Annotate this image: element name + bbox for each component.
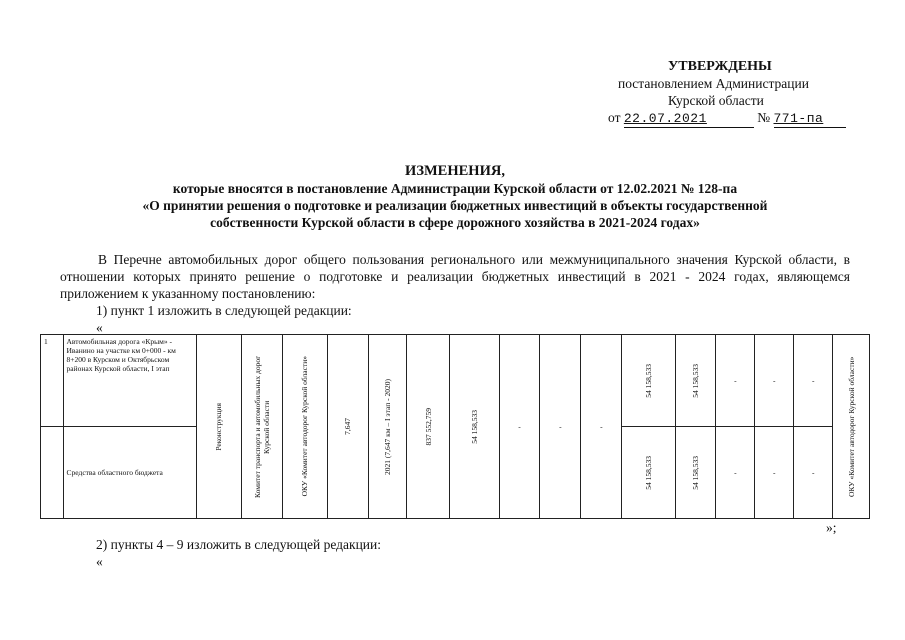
item-1: 1) пункт 1 изложить в следующей редакции: [96,303,352,318]
cell-empty [41,427,64,519]
body-paragraph [60,251,850,302]
cell-dash-6: - [794,335,833,427]
cell-funding: Средства областного бюджета [63,427,196,519]
cell-recipient: ОКУ «Комитет автодорог Курской области» [833,335,870,519]
cell-val-a-bottom: 54 158,533 [622,427,675,519]
cell-dash-2: - [540,335,581,519]
cell-capacity: 2021 (7,647 км – I этап - 2020) [368,335,407,519]
cell-val-a-top: 54 158,533 [622,335,675,427]
cell-dash-8: - [755,427,794,519]
cell-dash-3: - [581,335,622,519]
cell-customer: Комитет транспорта и автомобильных дорог Курской области [241,335,282,519]
roads-table [40,334,870,519]
quote-close-1: »; [826,520,837,535]
cell-object: Автомобильная дорога «Крым» - Иванино на участке км 0+000 - км 8+200 в Курском и Октябрьском районах Курской области, I этап [63,335,196,427]
approval-number: 771-па [773,111,824,126]
approval-line-2: постановлением Администрации [618,76,809,91]
cell-work-type: Реконструкция [196,335,241,519]
item-2: 2) пункты 4 – 9 изложить в следующей редакции: [96,537,382,552]
title-line-1: которые вносятся в постановление Администрации Курской области от 12.02.2021 № 128-па [172,181,738,196]
cell-dash-4: - [716,335,755,427]
approval-date-line [608,109,860,128]
cell-num: 1 [41,335,64,427]
approval-line-3: Курской области [668,93,764,108]
cell-dash-7: - [716,427,755,519]
cell-dash-1: - [499,335,540,519]
cell-dash-5: - [755,335,794,427]
cell-dash-9: - [794,427,833,519]
title-line-3: собственности Курской области в сфере дорожного хозяйства в 2021-2024 годах» [210,215,700,230]
quote-open-2: « [96,554,103,569]
cell-executor: ОКУ «Комитет автодорог Курской области» [282,335,327,519]
date-prefix: от [608,110,621,125]
approval-date: 22.07.2021 [623,111,707,126]
paragraph-text: В Перечне автомобильных дорог общего пользования регионального или межмуниципального значения Курской области, в отношении которых принято решение о подготовке и реализации бюджетных инвестиций в 2021 - 2024 годах, являющемся приложением к указанному постановлению: [60,252,850,301]
cell-val-b-top: 54 158,533 [675,335,716,427]
cell-total-investment: 54 158,533 [450,335,499,519]
title-line-2: «О принятии решения о подготовке и реализации бюджетных инвестиций в объекты государственной [142,198,768,213]
document-title [60,163,850,231]
title-main: ИЗМЕНЕНИЯ, [405,163,505,179]
cell-length: 7,647 [327,335,368,519]
number-prefix: № [757,110,771,125]
cell-estimated-cost: 837 552,759 [407,335,450,519]
approval-header: УТВЕРЖДЕНЫ [668,59,772,74]
approval-block [560,58,860,128]
quote-open-1: « [96,320,103,335]
cell-val-b-bottom: 54 158,533 [675,427,716,519]
